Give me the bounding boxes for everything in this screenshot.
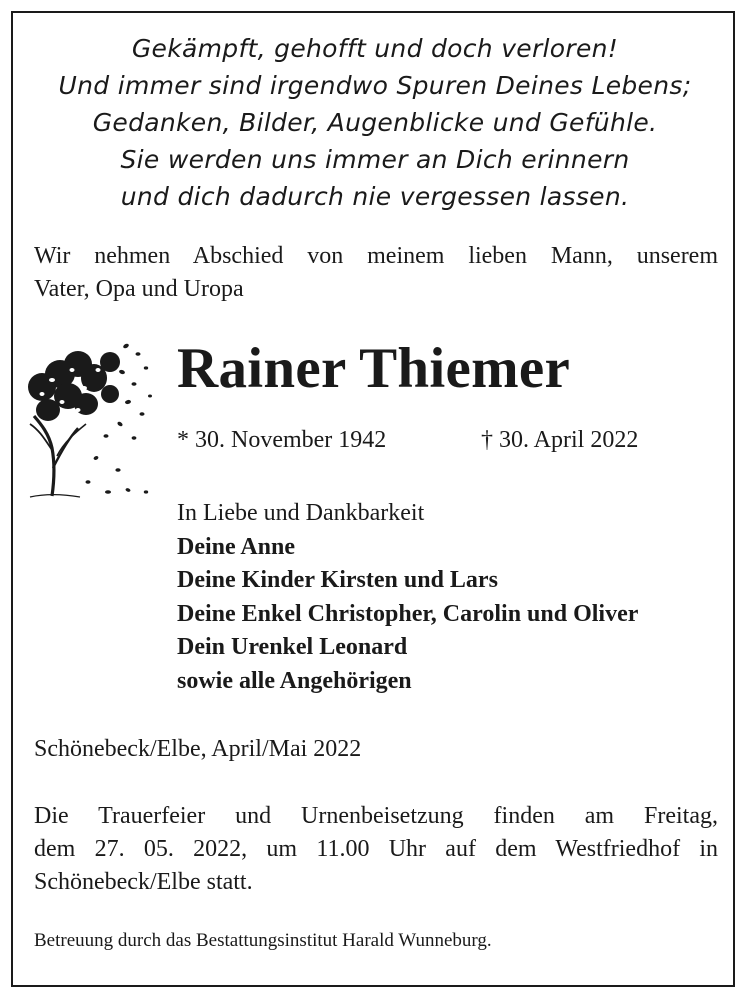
ceremony-info (34, 800, 718, 899)
mourners-intro: In Liebe und Dankbarkeit (177, 500, 425, 526)
mourners-list (177, 497, 638, 698)
ceremony-line: Die Trauerfeier und Urnenbeisetzung finden am Freitag, (34, 803, 718, 829)
ceremony-line: dem 27. 05. 2022, um 11.00 Uhr auf dem Westfriedhof in (34, 836, 718, 862)
poem-line: Und immer sind irgendwo Spuren Deines Lebens; (58, 71, 692, 100)
memorial-poem (20, 30, 730, 215)
birth-date: * 30. November 1942 (177, 427, 387, 453)
intro-line: Wir nehmen Abschied von meinem lieben Mann, unserem (34, 243, 718, 269)
death-date: † 30. April 2022 (481, 427, 639, 453)
poem-line: Sie werden uns immer an Dich erinnern (120, 145, 630, 174)
poem-line: und dich dadurch nie vergessen lassen. (120, 182, 630, 211)
funeral-home-note: Betreuung durch das Bestattungsinstitut Harald Wunneburg. (34, 930, 492, 951)
mourner-line: Deine Anne (177, 533, 296, 560)
mourner-line: Dein Urenkel Leonard (177, 634, 408, 660)
ceremony-line: Schönebeck/Elbe statt. (34, 869, 253, 895)
farewell-intro (34, 240, 718, 306)
place-and-date: Schönebeck/Elbe, April/Mai 2022 (34, 736, 362, 762)
intro-line: Vater, Opa und Uropa (34, 276, 244, 302)
mourner-line: sowie alle Angehörigen (177, 667, 412, 694)
mourner-line: Deine Kinder Kirsten und Lars (177, 567, 498, 593)
poem-line: Gedanken, Bilder, Augenblicke und Gefühle. (92, 108, 658, 137)
mourner-line: Deine Enkel Christopher, Carolin und Oliver (177, 600, 639, 627)
tree-with-falling-leaves-icon (22, 332, 162, 502)
deceased-name: Rainer Thiemer (177, 337, 571, 400)
poem-line: Gekämpft, gehofft und doch verloren! (131, 34, 619, 63)
